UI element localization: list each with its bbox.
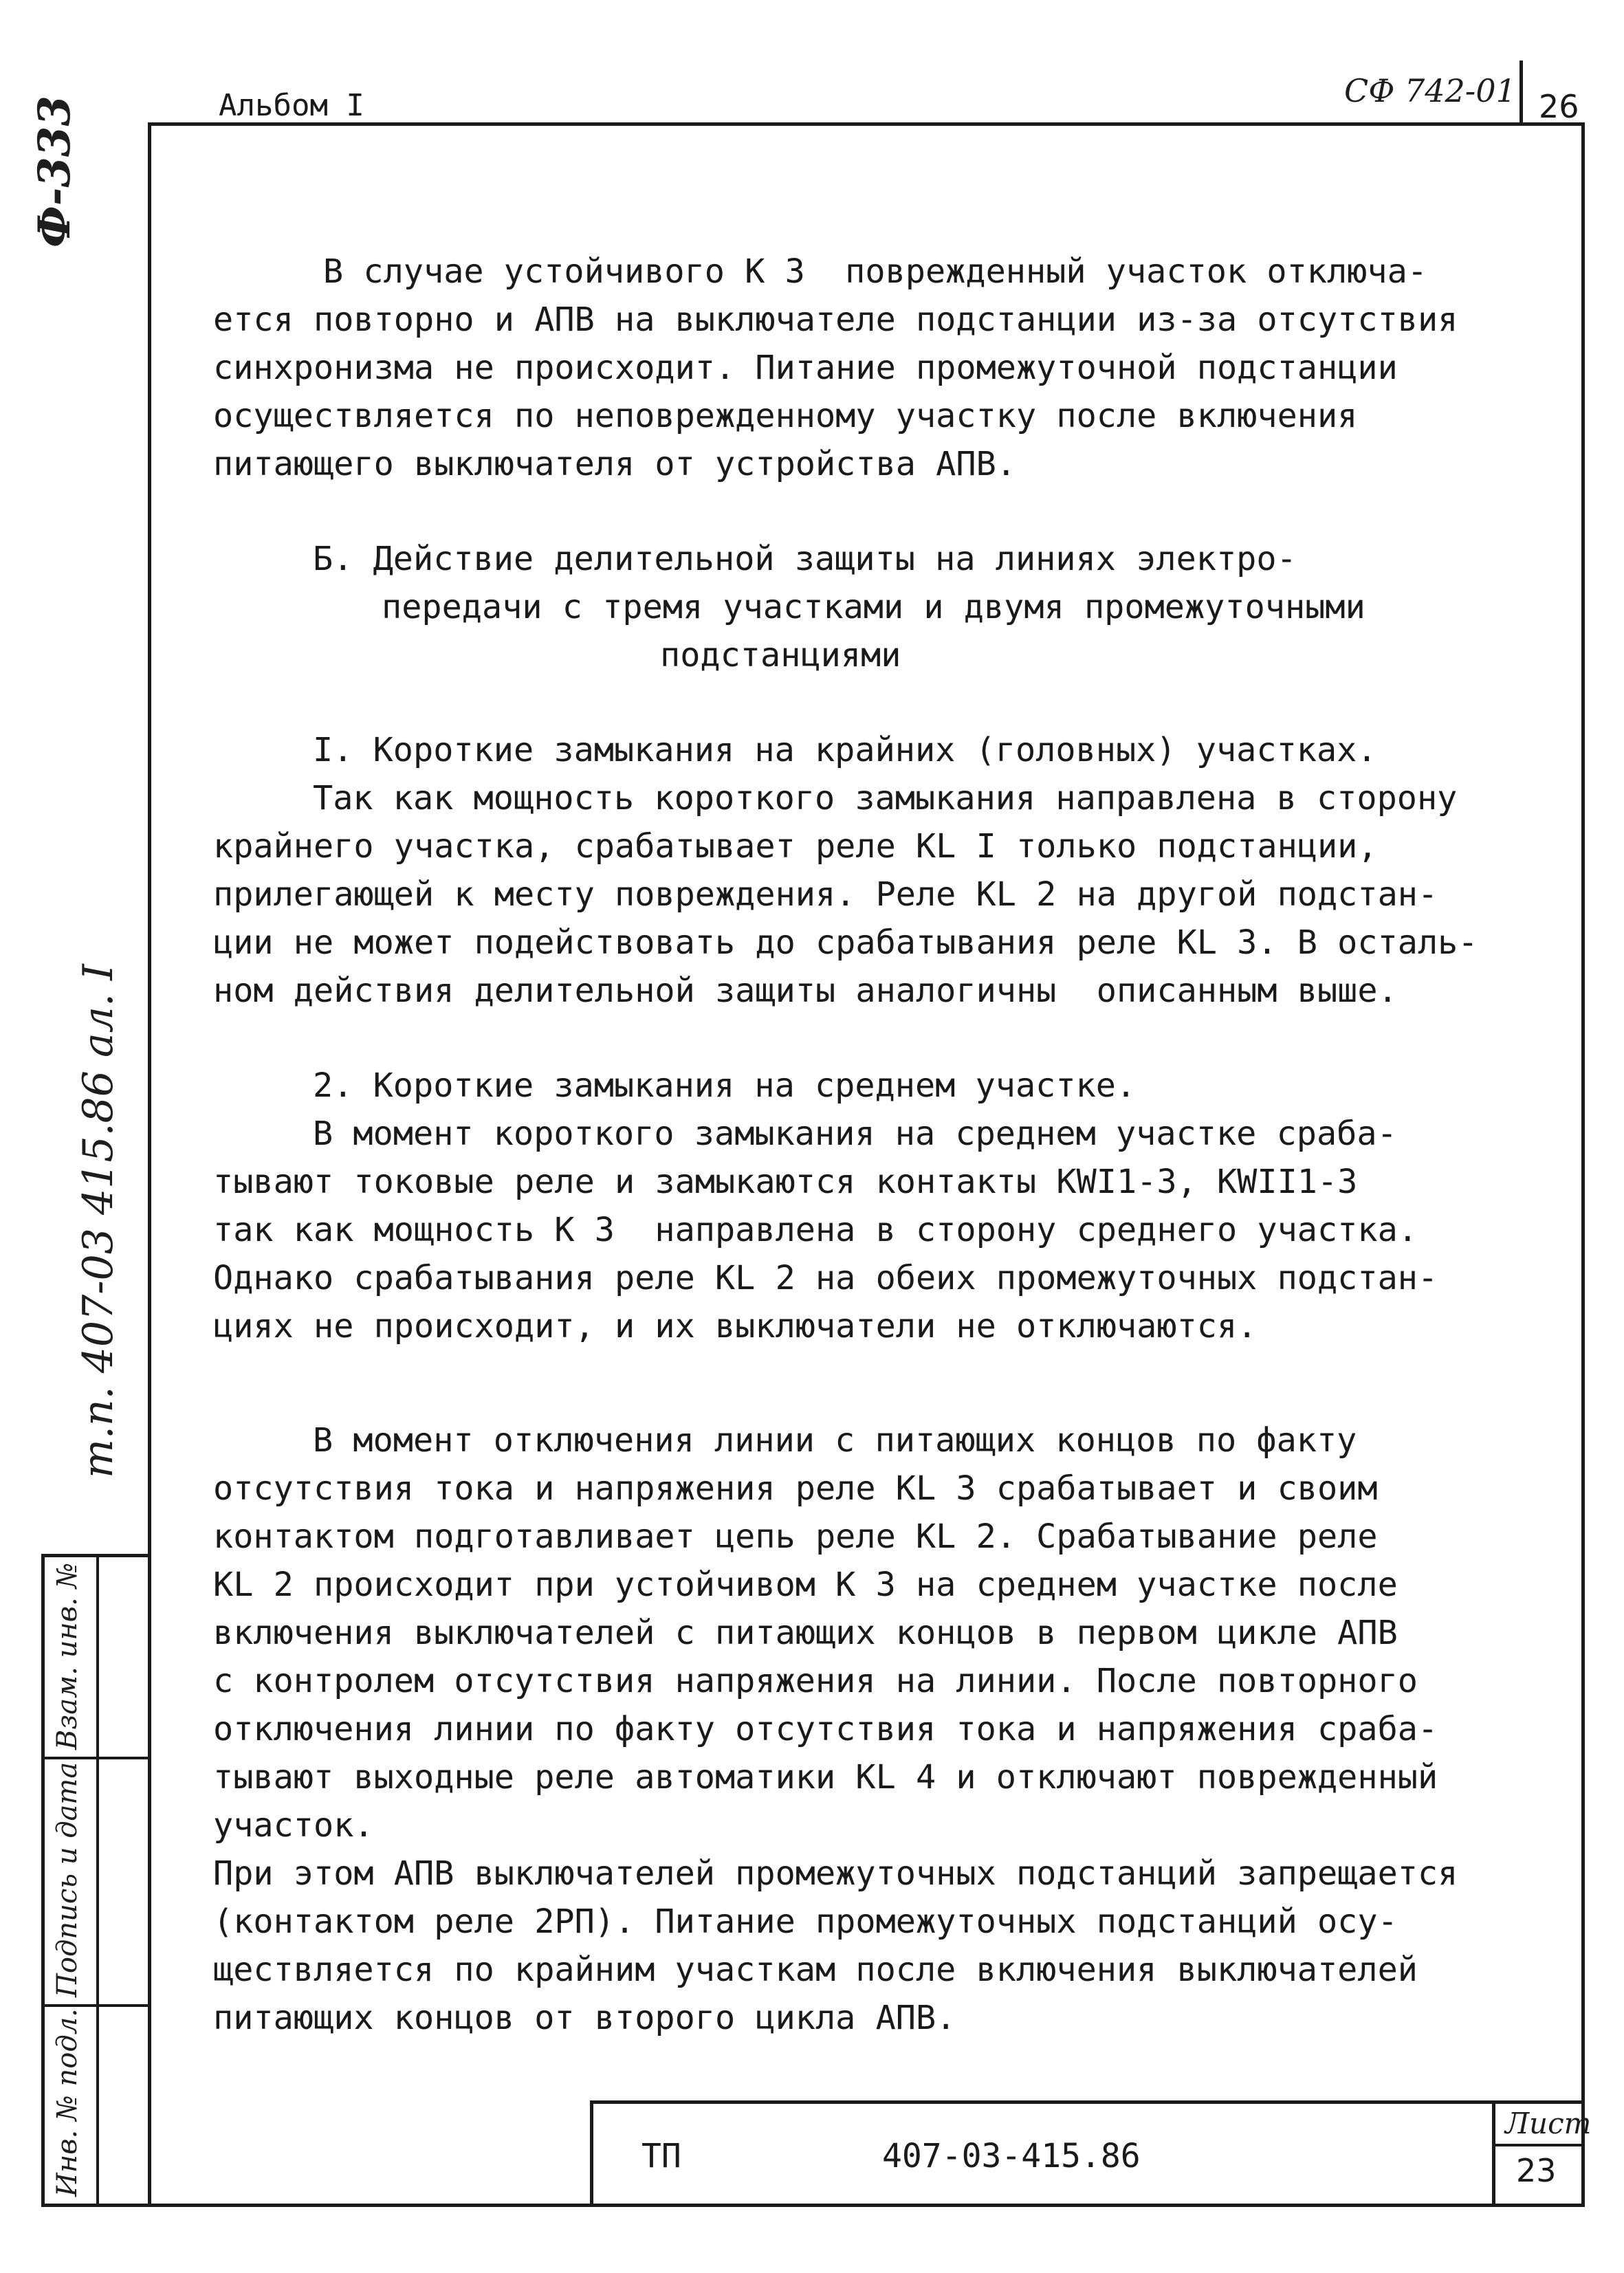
document-code: СФ 742-01 bbox=[1344, 72, 1516, 109]
text-line: так как мощность К З направлена в сторону среднего участка. bbox=[213, 1211, 1418, 1249]
text-line: крайнего участка, срабатывает реле КL I только подстанции, bbox=[213, 827, 1378, 866]
sheet-box bbox=[1492, 2104, 1592, 2207]
text-line: участок. bbox=[213, 1806, 374, 1845]
paragraph-2 bbox=[213, 726, 1519, 1015]
title-block-tp: ТП bbox=[641, 2137, 681, 2175]
text-line: 2. Короткие замыкания на среднем участке. bbox=[313, 1066, 1137, 1105]
form-mark: Ф-333 bbox=[29, 96, 80, 248]
text-line: осуществляется по неповрежденному участку после включения bbox=[213, 397, 1358, 435]
text-line: тывают выходные реле автоматики КL 4 и отключают поврежденный bbox=[213, 1758, 1438, 1797]
text-line: В случае устойчивого К З поврежденный участок отключа- bbox=[323, 252, 1427, 291]
title-block-code: 407-03-415.86 bbox=[882, 2137, 1141, 2175]
text-line: ется повторно и АПВ на выключателе подстанции из-за отсутствия bbox=[213, 300, 1458, 339]
text-line: отключения линии по факту отсутствия тока и напряжения сраба- bbox=[213, 1710, 1438, 1748]
stamp-column-divider bbox=[96, 1557, 99, 2204]
sheet-label: Лист bbox=[1505, 2107, 1592, 2140]
title-block bbox=[590, 2100, 1592, 2207]
section-heading bbox=[213, 535, 1519, 679]
heading-line: Б. Действие делительной защиты на линиях электро- bbox=[313, 540, 1297, 578]
text-line: (контактом реле 2РП). Питание промежуточных подстанций осу- bbox=[213, 1902, 1398, 1941]
text-line: синхронизма не происходит. Питание промежуточной подстанции bbox=[213, 349, 1398, 387]
text-line: КL 2 происходит при устойчивом К З на среднем участке после bbox=[213, 1566, 1398, 1604]
page-number: 26 bbox=[1539, 88, 1579, 125]
text-line: прилегающей к месту повреждения. Реле КL 2 на другой подстан- bbox=[213, 875, 1438, 914]
text-line: питающего выключателя от устройства АПВ. bbox=[213, 445, 1016, 483]
text-line: ном действия делительной защиты аналогичны описанным выше. bbox=[213, 971, 1398, 1010]
text-line: I. Короткие замыкания на крайних (головных) участках. bbox=[313, 731, 1377, 769]
sheet-number: 23 bbox=[1516, 2152, 1557, 2189]
text-line: В момент короткого замыкания на среднем участке сраба- bbox=[313, 1114, 1397, 1153]
paragraph-4 bbox=[213, 1416, 1519, 2042]
stamp-signature-date: Подпись и дата bbox=[52, 1761, 83, 1997]
text-line: с контролем отсутствия напряжения на линии. После повторного bbox=[213, 1662, 1418, 1700]
document-body bbox=[213, 248, 1519, 2042]
text-line: включения выключателей с питающих концов в первом цикле АПВ bbox=[213, 1614, 1398, 1652]
header-divider bbox=[1519, 61, 1523, 126]
album-label: Альбом I bbox=[219, 88, 364, 123]
heading-line: подстанциями bbox=[660, 636, 901, 674]
paragraph-1 bbox=[213, 248, 1519, 488]
text-line: ции не может подействовать до срабатывания реле КL 3. В осталь- bbox=[213, 923, 1478, 962]
text-line: В момент отключения линии с питающих концов по факту bbox=[313, 1421, 1357, 1460]
stamp-replace-inv: Взам. инв. № bbox=[52, 1562, 83, 1750]
text-line: питающих концов от второго цикла АПВ. bbox=[213, 1999, 956, 2037]
approval-stamp bbox=[41, 1554, 148, 2207]
text-line: Так как мощность короткого замыкания направлена в сторону bbox=[313, 779, 1458, 817]
text-line: тывают токовые реле и замыкаются контакты КWI1-3, КWII1-3 bbox=[213, 1163, 1358, 1201]
text-line: При этом АПВ выключателей промежуточных подстанций запрещается bbox=[213, 1854, 1458, 1893]
inventory-note: т.п. 407-03 415.86 ал. I bbox=[74, 964, 122, 1478]
paragraph-3 bbox=[213, 1062, 1519, 1350]
stamp-row-divider bbox=[45, 2004, 148, 2007]
text-line: ществляется по крайним участкам после включения выключателей bbox=[213, 1951, 1418, 1989]
text-line: контактом подготавливает цепь реле КL 2. Срабатывание реле bbox=[213, 1517, 1378, 1556]
text-line: циях не происходит, и их выключатели не отключаются. bbox=[213, 1307, 1258, 1346]
stamp-row-divider bbox=[45, 1757, 148, 1759]
text-line: отсутствия тока и напряжения реле КL 3 срабатывает и своим bbox=[213, 1469, 1378, 1508]
text-line: Однако срабатывания реле КL 2 на обеих промежуточных подстан- bbox=[213, 1259, 1438, 1297]
sheet-box-divider bbox=[1495, 2144, 1585, 2146]
stamp-inv-original: Инв. № подл. bbox=[52, 2008, 83, 2197]
heading-line: передачи с тремя участками и двумя промежуточными bbox=[382, 588, 1365, 626]
